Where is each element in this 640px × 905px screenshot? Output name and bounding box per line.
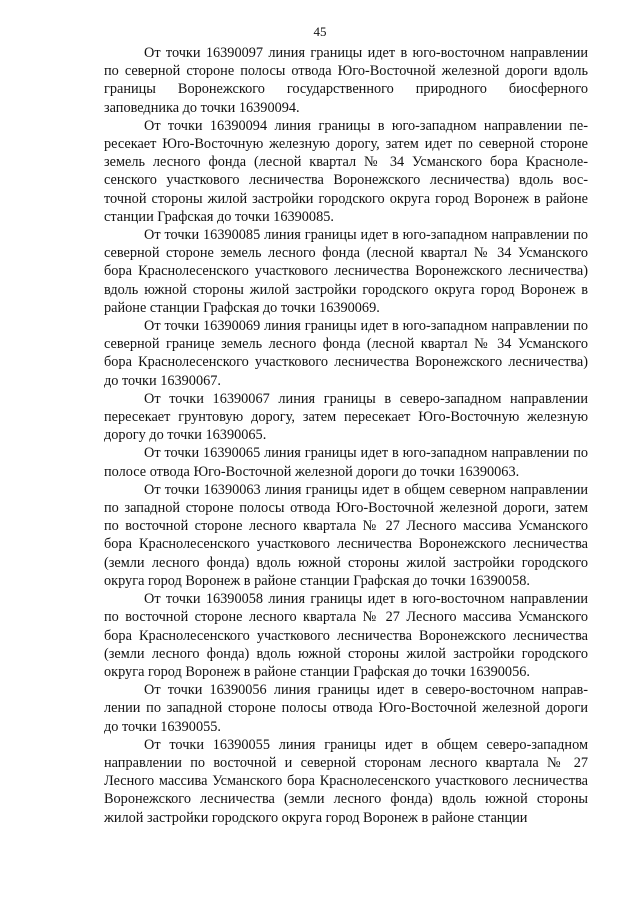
boundary-paragraph: От точки 16390069 линия границы идет в юго-западном направлении по северной границе земель лесного фонда (лесной квартал № 34 Усманского бора Краснолесенского участкового лесничества Воронежского лесничества) до точки 16390067. <box>104 318 588 389</box>
boundary-paragraph: От точки 16390065 линия границы идет в юго-западном направлении по полосе отвода Юго-Восточной железной дороги до точки 16390063. <box>104 445 588 480</box>
page-number: 45 <box>313 24 327 39</box>
boundary-paragraph: От точки 16390085 линия границы идет в юго-западном направлении по северной стороне земель лесного фонда (лесной квартал № 34 Усманского бора Краснолесенского участкового лесничества Воронежского лесничества) вдоль южной стороны жилой застройки городского округа город Воронеж в районе станции Графская до точки 16390069. <box>104 227 588 316</box>
boundary-paragraph: От точки 16390063 линия границы идет в общем северном направлении по западной стороне полосы отвода Юго-Восточной железной дороги, затем по восточной стороне лесного квартала № 27 Лесного массива Усманского бора Краснолесенского участкового лесничества Воронежского лесничества (земли лесного фонда) вдоль южной стороны жилой застройки городского округа город Воронеж в районе станции Графская до точки 16390058. <box>104 481 588 589</box>
boundary-paragraph: От точки 16390094 линия границы в юго-западном направлении пересекает Юго-Восточную железную дорогу, затем идет по северной стороне земель лесного фонда (лесной квартал № 34 Усманского бора Краснолесенского участкового лесничества Воронежского лесничества) вдоль восточной стороны жилой застройки городского округа город Воронеж в районе станции Графская до точки 16390085. <box>104 117 588 225</box>
boundary-paragraph: От точки 16390056 линия границы идет в северо-восточном направлении по западной стороне полосы отвода Юго-Восточной железной дороги до точки 16390055. <box>104 682 588 735</box>
boundary-paragraph: От точки 16390058 линия границы идет в юго-восточном направлении по восточной стороне лесного квартала № 27 Лесного массива Усманского бора Краснолесенского участкового лесничества Воронежского лесничества (земли лесного фонда) вдоль южной стороны жилой застройки городского округа город Воронеж в районе станции Графская до точки 16390056. <box>104 591 588 680</box>
document-body <box>104 44 588 827</box>
boundary-paragraph: От точки 16390097 линия границы идет в юго-восточном направлении по северной стороне полосы отвода Юго-Восточной железной дороги вдоль границы Воронежского государственного природного биосферного заповедника до точки 16390094. <box>104 45 588 116</box>
boundary-paragraph: От точки 16390055 линия границы идет в общем северо-западном направлении по восточной и северной сторонам лесного квартала № 27 Лесного массива Усманского бора Краснолесенского участкового лесничества Воронежского лесничества (земли лесного фонда) вдоль южной стороны жилой застройки городского округа город Воронеж в районе станции <box>104 736 588 826</box>
boundary-paragraph: От точки 16390067 линия границы в северо-западном направлении пересекает грунтовую дорогу, затем пересекает Юго-Восточную железную дорогу до точки 16390065. <box>104 390 588 444</box>
